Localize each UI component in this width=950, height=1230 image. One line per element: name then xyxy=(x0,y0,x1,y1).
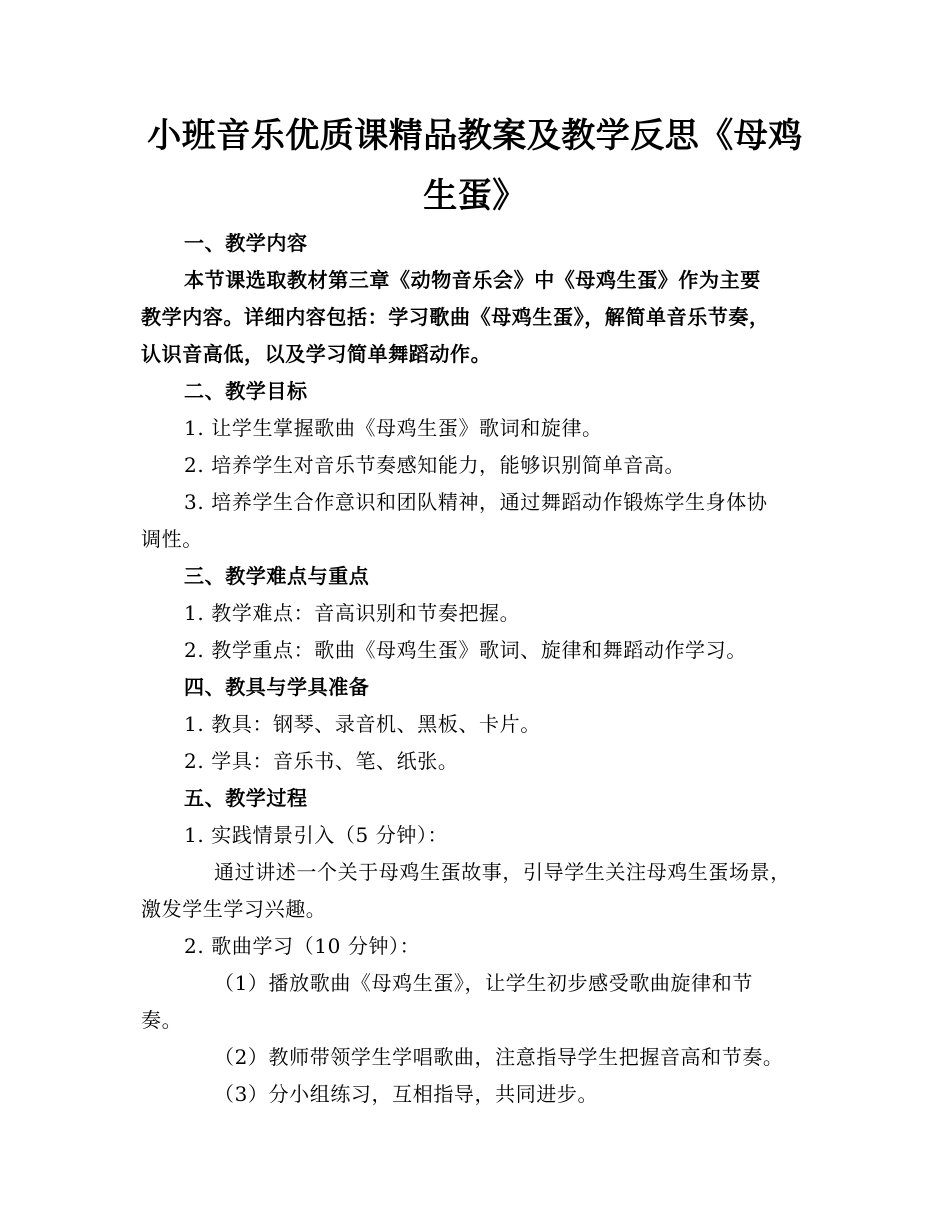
list-item-continuation: 调性。 xyxy=(141,527,203,551)
paragraph-line: 本节课选取教材第三章《动物音乐会》中《母鸡生蛋》作为主要 xyxy=(184,268,761,292)
section-heading-materials: 四、教具与学具准备 xyxy=(184,675,370,699)
sub-item: （2）教师带领学生学唱歌曲，注意指导学生把握音高和节奏。 xyxy=(214,1045,784,1069)
list-item: 3. 培养学生合作意识和团队精神，通过舞蹈动作锻炼学生身体协 xyxy=(184,490,768,514)
paragraph-line: 教学内容。详细内容包括：学习歌曲《母鸡生蛋》，解简单音乐节奏， xyxy=(141,305,770,329)
list-item: 1. 教具：钢琴、录音机、黑板、卡片。 xyxy=(184,712,541,736)
list-item: 1. 让学生掌握歌曲《母鸡生蛋》歌词和旋律。 xyxy=(184,416,603,440)
section-heading-difficulties: 三、教学难点与重点 xyxy=(184,564,370,588)
sub-item: （1）播放歌曲《母鸡生蛋》，让学生初步感受歌曲旋律和节 xyxy=(214,971,753,995)
list-item: 2. 培养学生对音乐节奏感知能力，能够识别简单音高。 xyxy=(184,453,686,477)
list-item: 2. 歌曲学习（10 分钟）： xyxy=(184,934,421,958)
list-item: 1. 实践情景引入（5 分钟）： xyxy=(184,823,449,847)
list-item: 2. 学具：音乐书、笔、纸张。 xyxy=(184,749,459,773)
paragraph-line: 通过讲述一个关于母鸡生蛋故事，引导学生关注母鸡生蛋场景， xyxy=(214,860,791,884)
title-line-1: 小班音乐优质课精品教案及教学反思《母鸡 xyxy=(147,116,803,156)
title-line-2: 生蛋》 xyxy=(423,176,527,216)
section-heading-content: 一、教学内容 xyxy=(184,231,308,255)
document-title xyxy=(140,106,810,226)
list-item: 2. 教学重点：歌曲《母鸡生蛋》歌词、旋律和舞蹈动作学习。 xyxy=(184,638,747,662)
section-heading-goals: 二、教学目标 xyxy=(184,379,308,403)
paragraph-line: 激发学生学习兴趣。 xyxy=(141,897,327,921)
paragraph-line: 认识音高低，以及学习简单舞蹈动作。 xyxy=(141,342,492,366)
sub-item: （3）分小组练习，互相指导，共同进步。 xyxy=(214,1082,599,1106)
list-item: 1. 教学难点：音高识别和节奏把握。 xyxy=(184,601,521,625)
section-heading-process: 五、教学过程 xyxy=(184,786,308,810)
sub-item-continuation: 奏。 xyxy=(141,1008,183,1032)
